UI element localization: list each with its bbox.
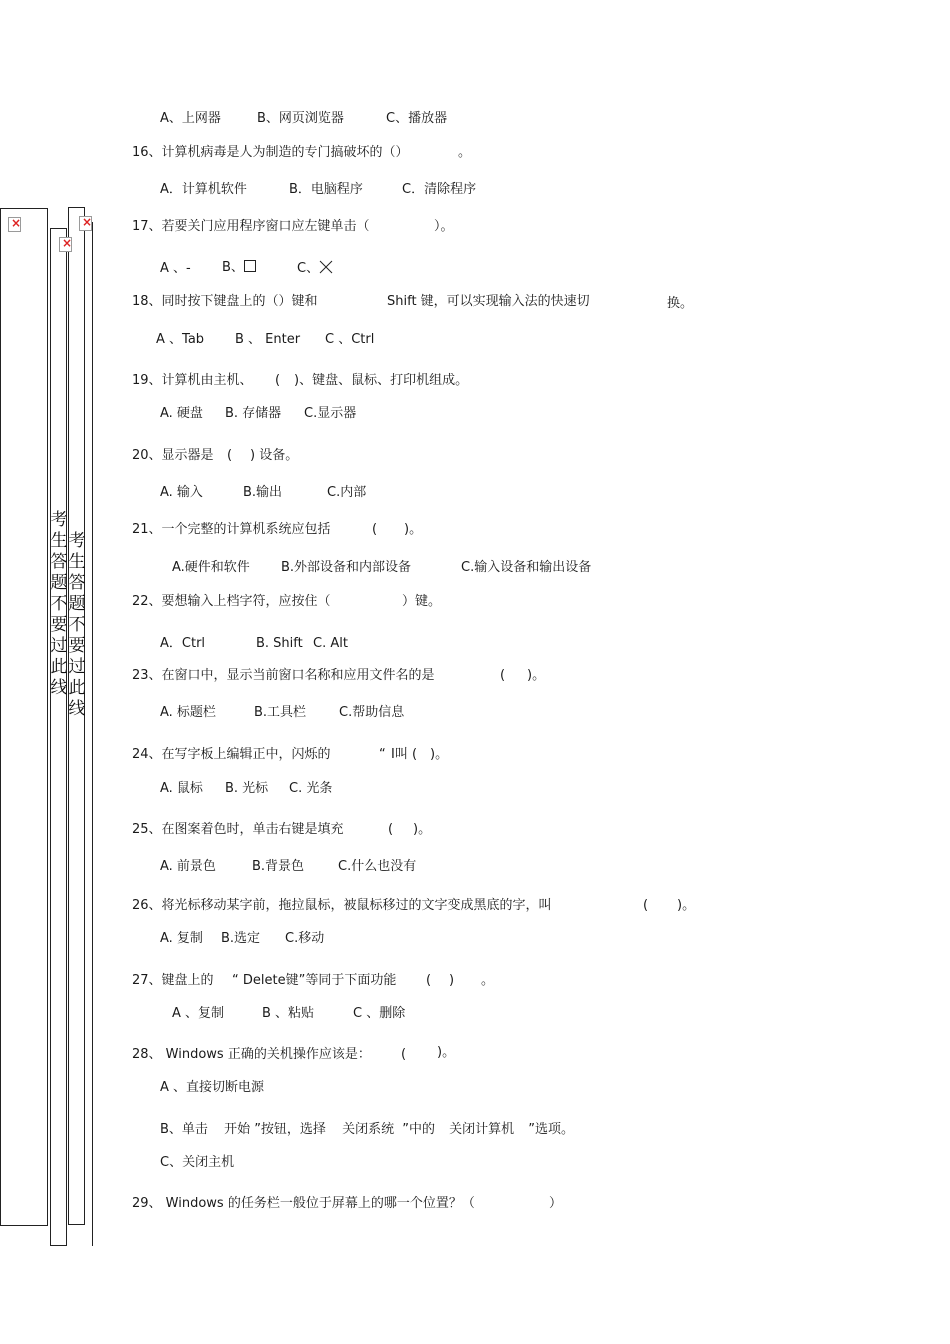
question-20-part3: ) 设备。 bbox=[250, 448, 299, 463]
option-b: B.输出 bbox=[243, 485, 283, 500]
square-icon bbox=[244, 260, 256, 272]
margin-frame-middle bbox=[50, 228, 67, 1246]
question-27-paren-close: ) bbox=[449, 973, 455, 988]
option-c: C．清除程序 bbox=[402, 182, 477, 197]
question-24-part4: )。 bbox=[430, 747, 449, 762]
question-26: 26、将光标移动某字前，拖拉鼠标，被鼠标移过的文字变成黑底的字，叫 bbox=[132, 898, 552, 913]
option-b: B、网页浏览器 bbox=[257, 111, 344, 126]
option-b: B 、粘贴 bbox=[262, 1006, 315, 1021]
question-25-part3: )。 bbox=[413, 822, 432, 837]
question-20: 20、显示器是 bbox=[132, 448, 214, 463]
option-c bbox=[297, 260, 333, 277]
option-c: C.什么也没有 bbox=[338, 859, 417, 874]
option-b-part: 关闭系统 bbox=[342, 1122, 395, 1137]
question-27-paren-open: ( bbox=[426, 973, 432, 988]
question-22-part2: ）键。 bbox=[402, 594, 442, 609]
option-a: A 、- bbox=[160, 261, 191, 276]
broken-image-icon bbox=[59, 237, 72, 252]
margin-warning-text: 考生答题不要过此线 bbox=[68, 531, 86, 719]
option-b bbox=[160, 1122, 574, 1138]
question-22: 22、要想输入上档字符，应按住（ bbox=[132, 594, 331, 609]
broken-image-icon bbox=[8, 217, 21, 232]
option-b-part: ”选项。 bbox=[528, 1122, 575, 1137]
question-27: 27、键盘上的 bbox=[132, 973, 214, 988]
option-c: C.移动 bbox=[285, 931, 325, 946]
question-23-paren: ( bbox=[500, 668, 506, 683]
option-b-part: 关闭计算机 bbox=[449, 1122, 515, 1137]
option-c: C、播放器 bbox=[386, 111, 448, 126]
question-16-tail: 。 bbox=[458, 145, 472, 160]
question-20-paren: ( bbox=[227, 448, 233, 463]
question-25: 25、在图案着色时，单击右键是填充 bbox=[132, 822, 344, 837]
question-27-part2: “ Delete键”等同于下面功能 bbox=[232, 973, 397, 988]
option-b: B.工具栏 bbox=[254, 705, 307, 720]
question-24: 24、在写字板上编辑正中，闪烁的 bbox=[132, 747, 331, 762]
option-c-label: C、 bbox=[297, 261, 320, 276]
question-26-part3: )。 bbox=[677, 898, 696, 913]
question-28: 28、 Windows 正确的关机操作应该是： bbox=[132, 1047, 371, 1062]
option-b: B.选定 bbox=[221, 931, 261, 946]
question-17-tail: ）。 bbox=[434, 219, 454, 234]
option-b-part: ”中的 bbox=[402, 1122, 435, 1137]
option-b: B．电脑程序 bbox=[289, 182, 363, 197]
option-a: A、上网器 bbox=[160, 111, 221, 126]
option-b: B. 光标 bbox=[225, 781, 269, 796]
option-a: A. 复制 bbox=[160, 931, 203, 946]
option-b-part: B、单击 bbox=[160, 1122, 208, 1137]
option-b: B.外部设备和内部设备 bbox=[281, 560, 412, 575]
question-16: 16、计算机病毒是人为制造的专门搞破坏的（） bbox=[132, 145, 409, 160]
question-21-paren: ( bbox=[372, 522, 378, 537]
option-a: A 、直接切断电源 bbox=[160, 1080, 265, 1095]
option-a: A.硬件和软件 bbox=[172, 560, 250, 575]
question-28-paren: ( bbox=[401, 1047, 407, 1062]
option-c: C. Alt bbox=[313, 636, 348, 651]
question-17: 17、若要关门应用程序窗口应左键单击（ bbox=[132, 219, 370, 234]
option-c: C. 光条 bbox=[289, 781, 333, 796]
question-18-part3: 换。 bbox=[667, 296, 694, 311]
broken-image-icon bbox=[79, 216, 92, 231]
option-a: A 、Tab bbox=[156, 332, 205, 347]
option-a: A. 标题栏 bbox=[160, 705, 216, 720]
question-19-paren: ( bbox=[275, 373, 281, 388]
option-b: B. 存储器 bbox=[225, 406, 282, 421]
option-c: C 、删除 bbox=[353, 1006, 406, 1021]
question-26-paren: ( bbox=[643, 898, 649, 913]
question-18: 18、同时按下键盘上的（）键和 bbox=[132, 294, 318, 309]
question-29: 29、 Windows 的任务栏一般位于屏幕上的哪一个位置？（ bbox=[132, 1196, 475, 1211]
option-c: C 、Ctrl bbox=[325, 332, 375, 347]
question-25-paren: ( bbox=[388, 822, 394, 837]
question-24-part3: I叫 ( bbox=[391, 747, 418, 762]
question-23: 23、在窗口中，显示当前窗口名称和应用文件名的是 bbox=[132, 668, 435, 683]
question-28-part3: )。 bbox=[437, 1045, 456, 1060]
option-c: C.帮助信息 bbox=[339, 705, 405, 720]
option-b bbox=[222, 260, 256, 276]
question-19-part3: )、键盘、鼠标、打印机组成。 bbox=[294, 373, 469, 388]
option-a: A 、复制 bbox=[172, 1006, 225, 1021]
question-27-tail: 。 bbox=[481, 973, 495, 988]
option-a: A. 硬盘 bbox=[160, 406, 203, 421]
question-24-quote: “ bbox=[379, 747, 386, 762]
question-18-part2: Shift 键，可以实现输入法的快速切 bbox=[387, 294, 590, 309]
option-a: A．计算机软件 bbox=[160, 182, 247, 197]
question-21: 21、一个完整的计算机系统应包括 bbox=[132, 522, 331, 537]
question-29-tail: ） bbox=[549, 1196, 563, 1211]
margin-line bbox=[92, 222, 93, 1246]
option-c: C.显示器 bbox=[304, 406, 357, 421]
question-19: 19、计算机由主机、 bbox=[132, 373, 253, 388]
option-c: C、关闭主机 bbox=[160, 1155, 235, 1170]
margin-warning-text: 考生答题不要过此线 bbox=[50, 510, 68, 698]
margin-frame-outer bbox=[0, 208, 48, 1226]
option-b: B 、 Enter bbox=[235, 332, 301, 347]
option-a: A．Ctrl bbox=[160, 636, 206, 651]
option-b: B. Shift bbox=[256, 636, 303, 651]
option-a: A. 前景色 bbox=[160, 859, 216, 874]
option-b-label: B、 bbox=[222, 260, 244, 275]
option-b-part: 开始 ”按钮，选择 bbox=[224, 1122, 326, 1137]
question-23-part3: )。 bbox=[527, 668, 546, 683]
option-b: B.背景色 bbox=[252, 859, 305, 874]
option-a: A. 输入 bbox=[160, 485, 203, 500]
option-a: A. 鼠标 bbox=[160, 781, 203, 796]
option-c: C.内部 bbox=[327, 485, 367, 500]
question-21-part3: )。 bbox=[404, 522, 423, 537]
option-c: C.输入设备和输出设备 bbox=[461, 560, 592, 575]
close-x-icon bbox=[319, 260, 333, 274]
